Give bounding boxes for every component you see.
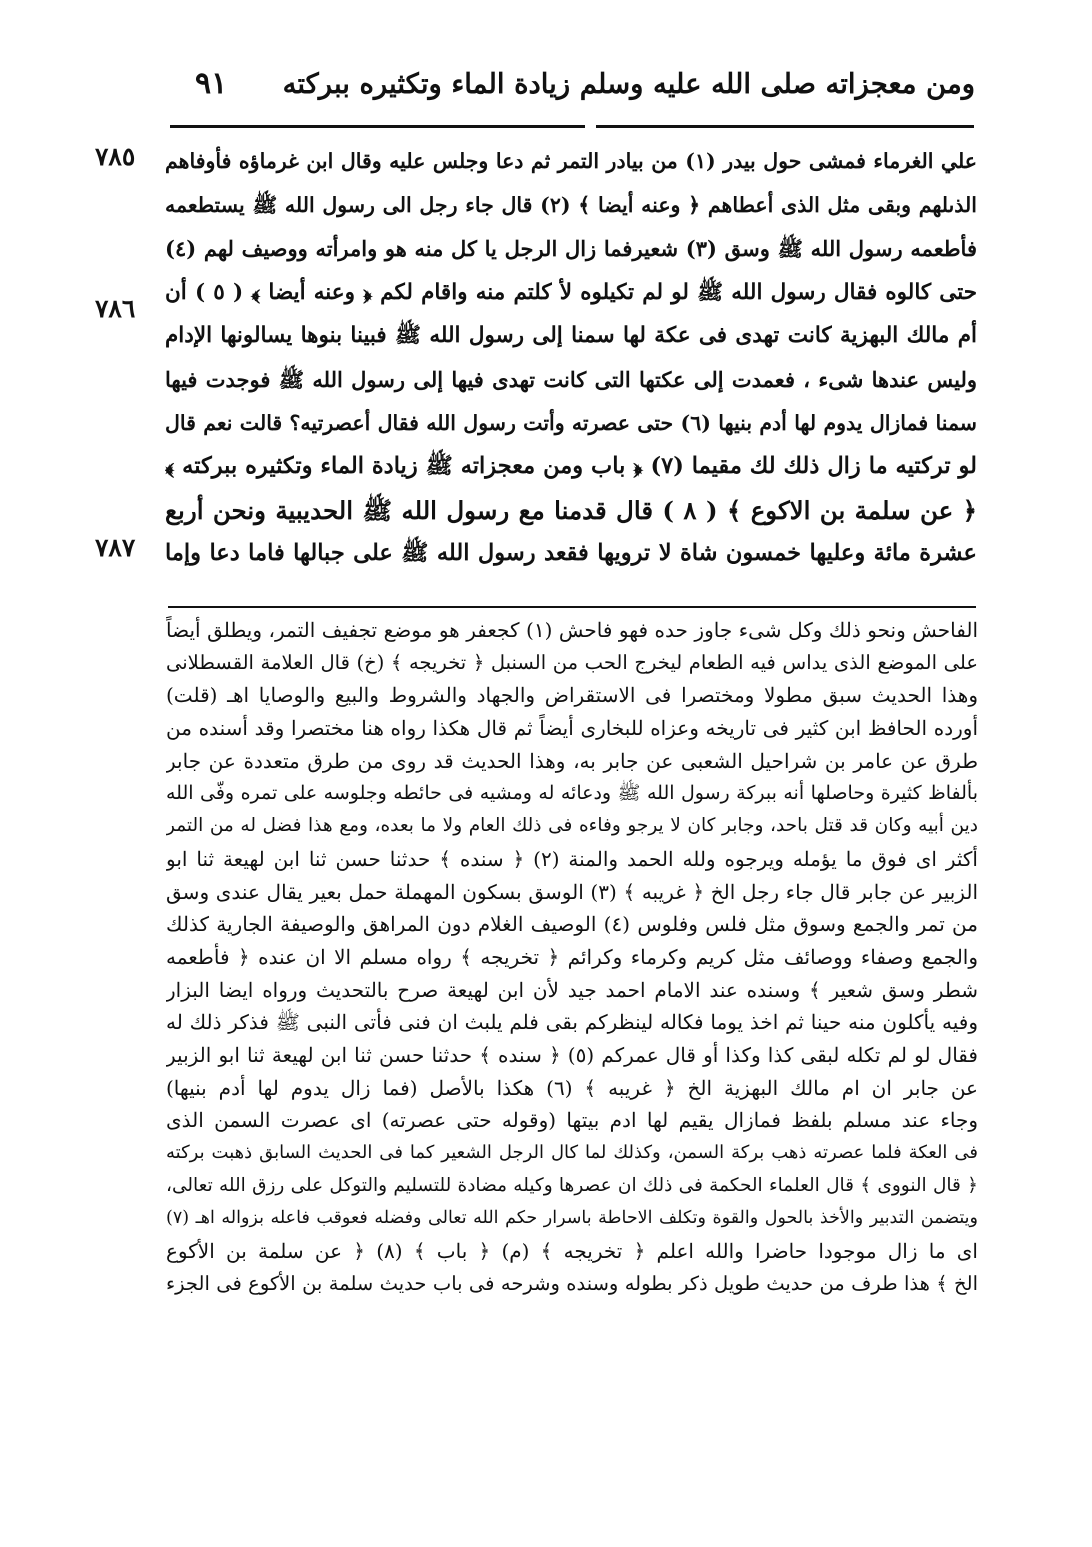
- main-text-line: الذىلهم وبقى مثل الذى أعطاهم ﴿ وعنه أيضا ﴾ (٢) قال جاء رجل الى رسول الله ﷺ يستطعمه: [165, 192, 977, 217]
- footnote-line: طرق عن عامر بن شراحيل الشعبى عن جابر به، وهذا الحديث قد روى من طرق متعددة عن جابر: [166, 748, 978, 773]
- footnote-line: الفاحش ونحو ذلك وكل شىء جاوز حده فهو فاحش (١) كجعفر هو موضع تجفيف التمر، ويطلق أيضاً: [166, 618, 978, 642]
- footnote-line: أكثر اى فوق ما يؤمله ويرجوه ولله الحمد والمنة (٢) ﴿ سنده ﴾ حدثنا حسن ثنا ابن لهيعة ثنا ابو: [166, 846, 978, 871]
- footnote-line: شطر وسق شعير ﴾ وسنده عند الامام احمد جيد لأن ابن لهيعة صرح بالتحديث ورواه ايضا البزار: [166, 977, 978, 1002]
- hadith-number: ٧٨٥: [95, 142, 136, 171]
- footnote-line: الزبير عن جابر قال جاء رجل الخ ﴿ غريبه ﴾ (٣) الوسق بسكون المهملة حمل بعير يقال عندى وسق: [166, 879, 978, 904]
- header-rule-right: [596, 125, 974, 128]
- main-text-line: وليس عندها شىء ، فعمدت إلى عكتها التى كانت تهدى فيها إلى رسول الله ﷺ فوجدت فيها: [165, 366, 977, 392]
- footnote-line: وجاء عند مسلم بلفظ فمازال يقيم لها ادم بيتها (وقوله حتى عصرته) اى عصرت السمن الذى: [166, 1108, 978, 1133]
- page-number: ٩١: [195, 66, 228, 101]
- footnote-line: ﴿ قال النووى ﴾ قال العلماء الحكمة فى ذلك ان عصرها وكيله مضادة للتسليم والتوكل على رزق الله تعالى،: [166, 1174, 978, 1196]
- footnote-line: والجمع وصفاء ووصائف مثل كريم وكرماء وكرائم ﴿ تخريجه ﴾ رواه مسلم الا ان عنده ﴿ فأطعمه: [166, 944, 978, 969]
- footnote-separator: [168, 606, 976, 608]
- footnote-line: من تمر والجمع وسوق مثل فلس وفلوس (٤) الوصيف الغلام دون المراهق والوصيفة الجارية كذلك: [166, 912, 978, 937]
- main-text-block: [165, 140, 977, 576]
- footnotes-block: [166, 614, 978, 1300]
- page-header: [165, 62, 975, 112]
- footnote-line: الخ ﴾ هذا طرف من حديث طويل ذكر بطوله وسنده وشرحه فى باب حديث سلمة بن الأكوع فى الجزء: [166, 1271, 978, 1295]
- main-text-line: لو تركتيه ما زال ذلك لك مقيما (٧) ﴿ باب ومن معجزاته ﷺ زيادة الماء وتكثيره ببركته ﴾: [165, 453, 977, 480]
- footnote-line: أورده الحافظ ابن كثير فى تاريخه وعزاه للبخارى أيضاً ثم قال هكذا رواه هنا مختصرا وقد أسنده من: [166, 716, 978, 741]
- hadith-number: ٧٨٦: [95, 294, 136, 323]
- main-text-line: علي الغرماء فمشى حول بيدر (١) من بيادر التمر ثم دعا وجلس عليه وقال ابن غرماؤه فأوفاهم: [165, 149, 977, 173]
- footnote-line: فى العكة فلما عصرته ذهب بركة السمن، وكذلك لما كال الرجل الشعير كما فى الحديث السابق ذهبت بركته: [166, 1142, 978, 1163]
- main-text-line: فأطعمه رسول الله ﷺ وسق (٣) شعيرفما زال الرجل يا كل منه هو وامرأته ووصيف لهم (٤): [165, 236, 977, 262]
- footnote-line: على الموضع الذى يداس فيه الطعام ليخرج الحب من السنبل ﴿ تخريجه ﴾ (خ) قال العلامة القسطلانى: [166, 650, 978, 674]
- footnote-line: عن جابر ان ام مالك البهزية الخ ﴿ غريبه ﴾ (٦) هكذا بالأصل (فما زال يدوم لها أدم بنيها): [166, 1075, 978, 1100]
- footnote-line: وهذا الحديث سبق مطولا ومختصرا فى الاستقراض والجهاد والشروط والبيع والوصايا اهـ (قلت): [166, 683, 978, 708]
- hadith-number: ٧٨٧: [95, 533, 136, 562]
- footnote-line: وفيه يأكلون منه حينا ثم اخذ يوما فكاله لينظركم بقى فلم يلبث ان فنى فأتى النبى ﷺ فذكر ذلك له: [166, 1010, 978, 1035]
- main-text-line: أم مالك البهزية كانت تهدى فى عكة لها سمنا إلى رسول الله ﷺ فبينا بنوها يسالونها الإدام: [165, 323, 977, 349]
- main-text-line: ﴿ عن سلمة بن الاكوع ﴾ ( ٨ ) قال قدمنا مع رسول الله ﷺ الحديبية ونحن أربع: [165, 495, 977, 525]
- running-title: ومن معجزاته صلى الله عليه وسلم زيادة الماء وتكثيره ببركته: [282, 68, 975, 100]
- footnote-line: اى ما زال موجودا حاضرا والله اعلم ﴿ تخريجه ﴾ (م) ﴿ باب ﴾ (٨) ﴿ عن سلمة بن الأكوع: [166, 1239, 978, 1264]
- main-text-line: عشرة مائة وعليها خمسون شاة لا ترويها فقعد رسول الله ﷺ على جبالها فاما دعا وإما: [165, 540, 977, 567]
- footnote-line: دين أبيه وكان قد قتل باحد، وجابر كان لا يرجو وفاءه فى ذلك العام ولا ما بعده، ومع هذا فضل له من التمر: [166, 815, 978, 837]
- footnote-line: فقال لو لم تكله لبقى كذا وكذا أو قال عمركم (٥) ﴿ سنده ﴾ حدثنا حسن ثنا ابن لهيعة ثنا ابو الزبير: [166, 1042, 978, 1067]
- main-text-line: سمنا فمازال يدوم لها أدم بنيها (٦) حتى عصرته وأتت رسول الله فقال أعصرتيه؟ قالت نعم قال: [165, 410, 977, 435]
- footnote-line: بألفاظ كثيرة وحاصلها أنه ببركة رسول الله ﷺ ودعائه له ومشيه فى حائطه وجلوسه على تمره وفّى الله: [166, 782, 978, 805]
- header-rule-left: [170, 125, 585, 128]
- footnote-line: ويتضمن التدبير والأخذ بالحول والقوة وتكلف الاحاطة باسرار حكم الله تعالى وفضله فعوقب فاعله بزواله اهـ (٧): [166, 1208, 978, 1229]
- main-text-line: حتى كالوه فقال رسول الله ﷺ لو لم تكيلوه لأ كلتم منه واقام لكم ﴿ وعنه أيضا ﴾ ( ٥ ) أن: [165, 279, 977, 305]
